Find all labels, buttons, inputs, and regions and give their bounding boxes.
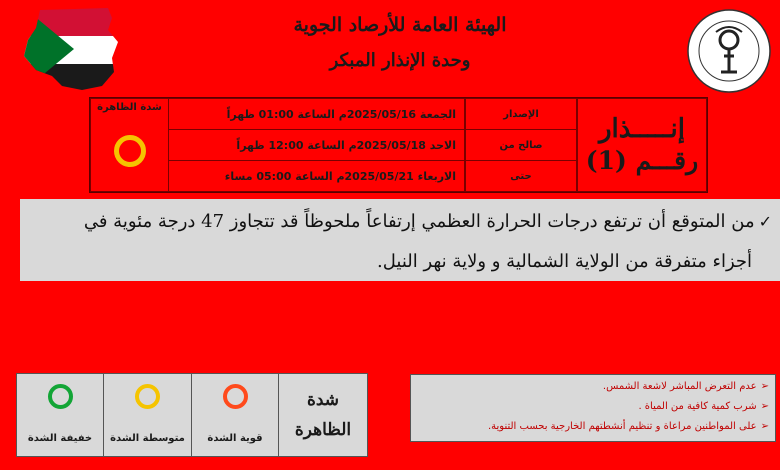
- advice-item: ➢على المواطنين مراعاة و تنظيم أنشطتهم الخارجية بحسب التنوية.: [487, 421, 769, 432]
- arrow-bullet-icon: ➢: [760, 421, 769, 432]
- severity-cell: [90, 98, 169, 192]
- alert-number-label: إنـــــذار: [599, 114, 685, 144]
- severity-label: شدة الظاهرة: [97, 102, 162, 113]
- severity-indicator-icon: [114, 135, 146, 167]
- alert-info-table: [89, 97, 708, 193]
- sudan-flag-map-icon: [22, 6, 120, 92]
- until-value: الاربعاء 2025/05/21م الساعة 05:00 مساء: [168, 160, 465, 192]
- legend-label-strong: قوية الشدة: [207, 433, 263, 444]
- advice-item: ➢عدم التعرض المباشر لاشعة الشمس.: [602, 381, 769, 392]
- issued-value: الجمعة 2025/05/16م الساعة 01:00 ظهراً: [168, 98, 465, 130]
- alert-number-value: رقـــم (1): [585, 146, 699, 175]
- medium-severity-icon: [135, 384, 160, 409]
- valid-from-value: الاحد 2025/05/18م الساعة 12:00 ظهراً: [168, 129, 465, 161]
- forecast-line-1: من المتوقع أن ترتفع درجات الحرارة العظمي إرتفاعاً ملحوظاً قد تتجاوز 47 درجة مئوية في: [83, 211, 755, 232]
- arrow-bullet-icon: ➢: [760, 381, 769, 392]
- advice-item: ➢شرب كمية كافية من المياة .: [638, 401, 769, 412]
- page-title: الهيئة العامة للأرصاد الجوية: [293, 14, 507, 36]
- strong-severity-icon: [223, 384, 248, 409]
- valid-from-label: صالح من: [465, 129, 577, 161]
- legend-label-medium: متوسطة الشدة: [110, 433, 185, 444]
- legend-item-light: [17, 374, 104, 456]
- forecast-line-2: أجزاء متفرقة من الولاية الشمالية و ولاية نهر النيل.: [377, 251, 752, 272]
- legend-item-medium: [104, 374, 192, 456]
- issued-label: الإصدار: [465, 98, 577, 130]
- legend-title: شدة الظاهرة: [294, 390, 352, 440]
- arrow-bullet-icon: ➢: [760, 401, 769, 412]
- until-label: حتى: [465, 160, 577, 192]
- checkmark-icon: ✓: [758, 212, 772, 231]
- forecast-text-box: [20, 199, 780, 281]
- advice-box: [410, 374, 776, 442]
- page-subtitle: وحدة الإنذار المبكر: [329, 50, 471, 71]
- severity-legend: [16, 373, 368, 457]
- light-severity-icon: [48, 384, 73, 409]
- legend-item-strong: [192, 374, 279, 456]
- legend-label-light: خفيفة الشدة: [27, 433, 93, 444]
- alert-number: [577, 98, 707, 192]
- meteorological-authority-logo-icon: [686, 8, 772, 94]
